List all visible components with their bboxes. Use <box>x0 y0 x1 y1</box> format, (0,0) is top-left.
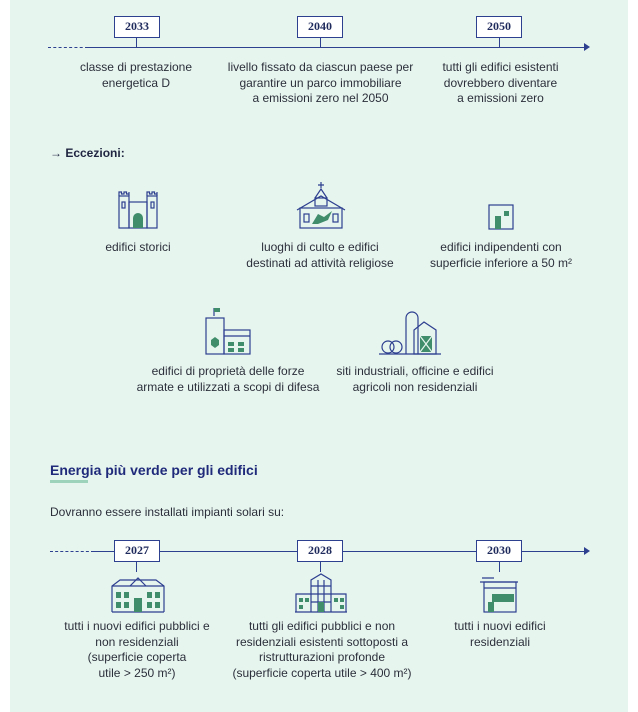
exception-label-historic: edifici storici <box>105 240 171 254</box>
timeline1-desc-2033: classe di prestazione energetica D <box>79 60 193 90</box>
solar-title-underline <box>50 480 88 483</box>
exception-label-worship: luoghi di culto e edifici destinati ad attività religiose <box>246 240 394 270</box>
timeline1-line <box>88 47 584 48</box>
exception-label-small: edifici indipendenti con superficie inferiore a 50 m² <box>429 240 573 270</box>
historic-building-icon <box>116 186 160 230</box>
timeline2-year-2028: 2028 <box>297 540 343 562</box>
timeline2-desc-2027: tutti i nuovi edifici pubblici e non residenziali (superficie coperta utile > 250 m²) <box>64 619 210 680</box>
farm-icon <box>378 310 442 356</box>
solar-section-title: Energia più verde per gli edifici <box>50 462 258 478</box>
small-house-icon <box>487 202 515 230</box>
timeline1-desc-2040: livello fissato da ciascun paese per garantire un parco immobiliare a emissioni zero nel 2050 <box>227 60 414 105</box>
timeline2-year-2027: 2027 <box>114 540 160 562</box>
timeline2-tick-3 <box>499 562 500 572</box>
timeline1-arrow <box>584 43 590 51</box>
exceptions-heading: → Eccezioni: <box>50 146 125 160</box>
timeline2-dashed-start <box>50 551 94 552</box>
timeline1-tick-3 <box>499 37 500 47</box>
timeline1-year-2040: 2040 <box>297 16 343 38</box>
office-building-icon <box>294 572 348 614</box>
public-building-icon <box>110 572 166 614</box>
new-residential-icon <box>478 572 522 614</box>
infographic-card <box>10 0 628 712</box>
timeline1-year-2033: 2033 <box>114 16 160 38</box>
timeline1-tick-2 <box>320 37 321 47</box>
timeline2-arrow <box>584 547 590 555</box>
timeline1-desc-2050: tutti gli edifici esistenti dovrebbero diventare a emissioni zero <box>442 60 559 105</box>
military-building-icon <box>204 306 252 356</box>
timeline1-dashed-start <box>48 47 88 48</box>
timeline2-tick-1 <box>136 562 137 572</box>
church-icon <box>294 180 348 230</box>
exception-label-agricultural: siti industriali, officine e edifici agricoli non residenziali <box>336 364 494 394</box>
timeline1-tick-1 <box>136 37 137 47</box>
timeline2-desc-2028: tutti gli edifici pubblici e non residenziali esistenti sottoposti a ristrutturazioni profonde (superficie coperta utile > 400 m²) <box>232 619 412 680</box>
timeline2-year-2030: 2030 <box>476 540 522 562</box>
exception-label-military: edifici di proprietà delle forze armate e utilizzati a scopi di difesa <box>136 364 320 394</box>
timeline2-desc-2030: tutti i nuovi edifici residenziali <box>454 619 546 649</box>
timeline1-year-2050: 2050 <box>476 16 522 38</box>
timeline2-tick-2 <box>320 562 321 572</box>
solar-intro: Dovranno essere installati impianti solari su: <box>50 505 285 519</box>
